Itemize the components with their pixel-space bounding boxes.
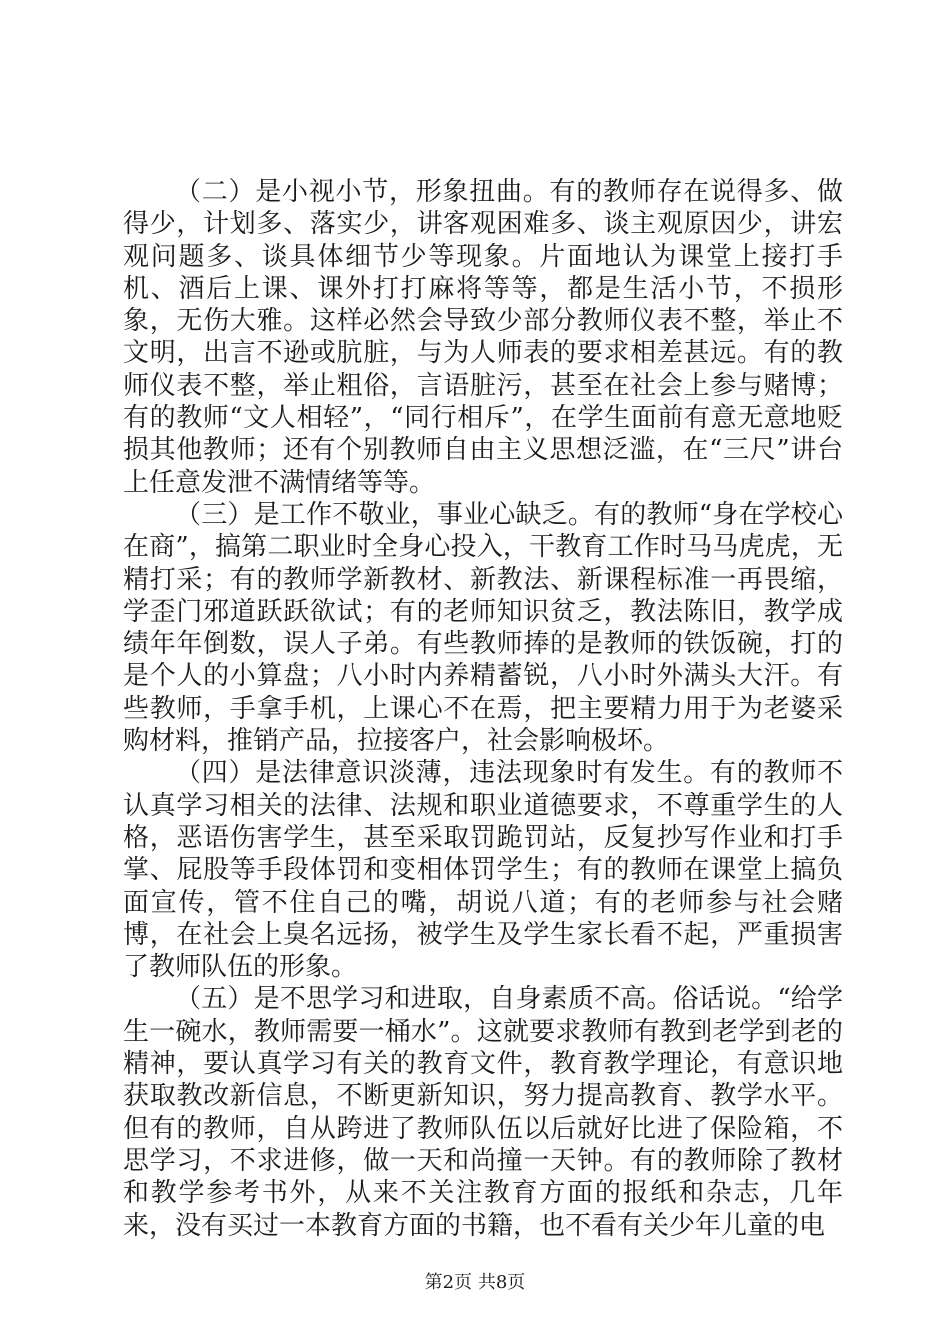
paragraph-5: （五）是不思学习和进取，自身素质不高。俗话说。“给学生一碗水，教师需要一桶水”。这就要求教师有教到老学到老的精神，要认真学习有关的教育文件，教育教学理论，有意识地获取教改新信息，不断更新知识，努力提高教育、教学水平。但有的教师，自从跨进了教师队伍以后就好比进了保险箱，不思学习，不求进修，做一天和尚撞一天钟。有的教师除了教材和教学参考书外，从来不关注教育方面的报纸和杂志，几年来，没有买过一本教育方面的书籍，也不看有关少年儿童的电	[123, 984, 843, 1241]
paragraph-2: （二）是小视小节，形象扭曲。有的教师存在说得多、做得少，计划多、落实少，讲客观困难多、谈主观原因少，讲宏观问题多、谈具体细节少等现象。片面地认为课堂上接打手机、酒后上课、课外打打麻将等等，都是生活小节，不损形象，无伤大雅。这样必然会导致少部分教师仪表不整，举止不文明，出言不逊或肮脏，与为人师表的要求相差甚远。有的教师仪表不整，举止粗俗，言语脏污，甚至在社会上参与赌博；有的教师“文人相轻”，“同行相斥”，在学生面前有意无意地贬损其他教师；还有个别教师自由主义思想泛滥，在“三尺”讲台上任意发泄不满情绪等等。	[123, 177, 843, 498]
document-body	[123, 176, 843, 1242]
page-footer: 第2页 共8页	[424, 1272, 526, 1293]
paragraph-4: （四）是法律意识淡薄，违法现象时有发生。有的教师不认真学习相关的法律、法规和职业道德要求，不尊重学生的人格，恶语伤害学生，甚至采取罚跪罚站，反复抄写作业和打手掌、屁股等手段体罚和变相体罚学生；有的教师在课堂上搞负面宣传，管不住自己的嘴，胡说八道；有的老师参与社会赌博，在社会上臭名远扬，被学生及学生家长看不起，严重损害了教师队伍的形象。	[123, 758, 843, 983]
paragraph-3: （三）是工作不敬业，事业心缺乏。有的教师“身在学校心在商”，搞第二职业时全身心投入，干教育工作时马马虎虎，无精打采；有的教师学新教材、新教法、新课程标准一再畏缩，学歪门邪道跃跃欲试；有的老师知识贫乏，教法陈旧，教学成绩年年倒数，误人子弟。有些教师捧的是教师的铁饭碗，打的是个人的小算盘；八小时内养精蓄锐，八小时外满头大汗。有些教师，手拿手机，上课心不在焉，把主要精力用于为老婆采购材料，推销产品，拉接客户，社会影响极坏。	[123, 499, 843, 757]
